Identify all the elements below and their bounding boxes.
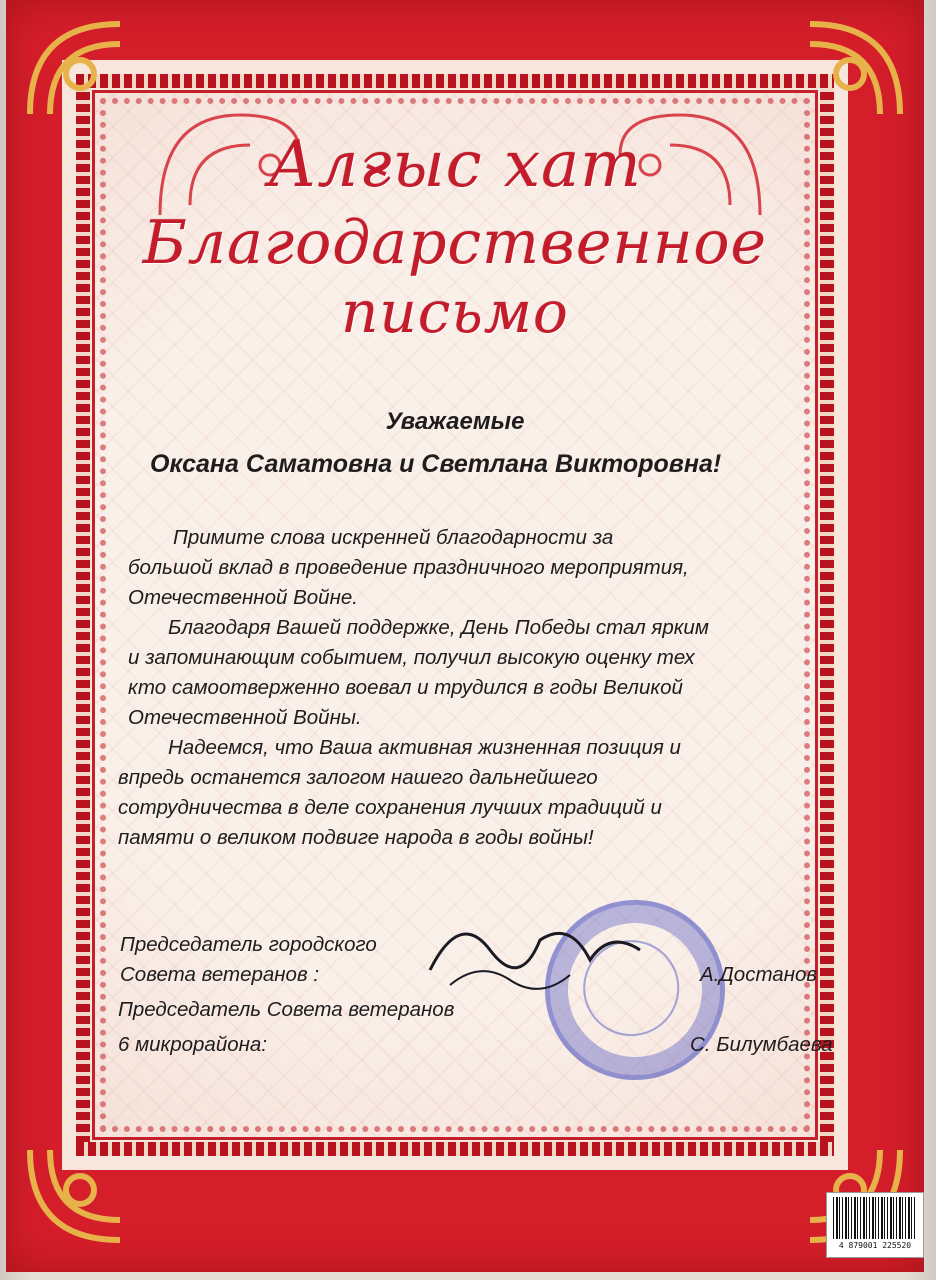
barcode [826,1192,924,1258]
barcode-number: 4 879001 225520 [838,1241,912,1250]
signatory-2-name: С. Билумбаева [690,1033,833,1056]
paragraph-line: Примите слова искренней благодарности за [173,526,614,549]
signatory-1-name: А.Достанов [700,963,818,986]
signatory-2-title-line-1: Председатель Совета ветеранов [118,998,455,1021]
title-line-1: Благодарственное [142,208,768,278]
corner-ornament-top-left [20,14,140,134]
greeting: Уважаемые [385,408,525,435]
paragraph-line: Отечественной Войне. [128,586,358,609]
paragraph-3 [118,733,808,853]
barcode-bars [833,1197,917,1239]
paragraph-line: сотрудничества в деле сохранения лучших традиций и [118,796,662,819]
paragraph-line: кто самоотверженно воевал и трудился в годы Великой [128,676,683,699]
signatory-1-title-line-1: Председатель городского [120,933,377,956]
signatory-2-title-line-2: 6 микрорайона: [118,1033,268,1056]
paragraph-line: и запоминающим событием, получил высокую оценку тех [128,646,695,669]
paragraph-line: Надеемся, что Ваша активная жизненная позиция и [168,736,681,759]
paragraph-2 [128,613,808,733]
signatory-1-title-line-2: Совета ветеранов : [120,963,320,986]
paragraph-1 [128,523,808,613]
paragraph-line: Благодаря Вашей поддержке, День Победы стал ярким [168,616,709,639]
corner-ornament-bottom-left [20,1130,140,1250]
corner-ornament-top-right [790,14,910,134]
title-line-2: письмо [341,278,569,346]
paragraph-line: памяти о великом подвиге народа в годы войны! [118,826,594,849]
paragraph-line: большой вклад в проведение праздничного мероприятия, [128,556,689,579]
paragraph-line: Отечественной Войны. [128,706,362,729]
paragraph-line: впредь останется залогом нашего дальнейшего [118,766,598,789]
recipient-names: Оксана Саматовна и Светлана Викторовна! [150,450,722,478]
handwritten-signature [420,890,650,1010]
title-kazakh: Алғыс хат [268,128,642,202]
